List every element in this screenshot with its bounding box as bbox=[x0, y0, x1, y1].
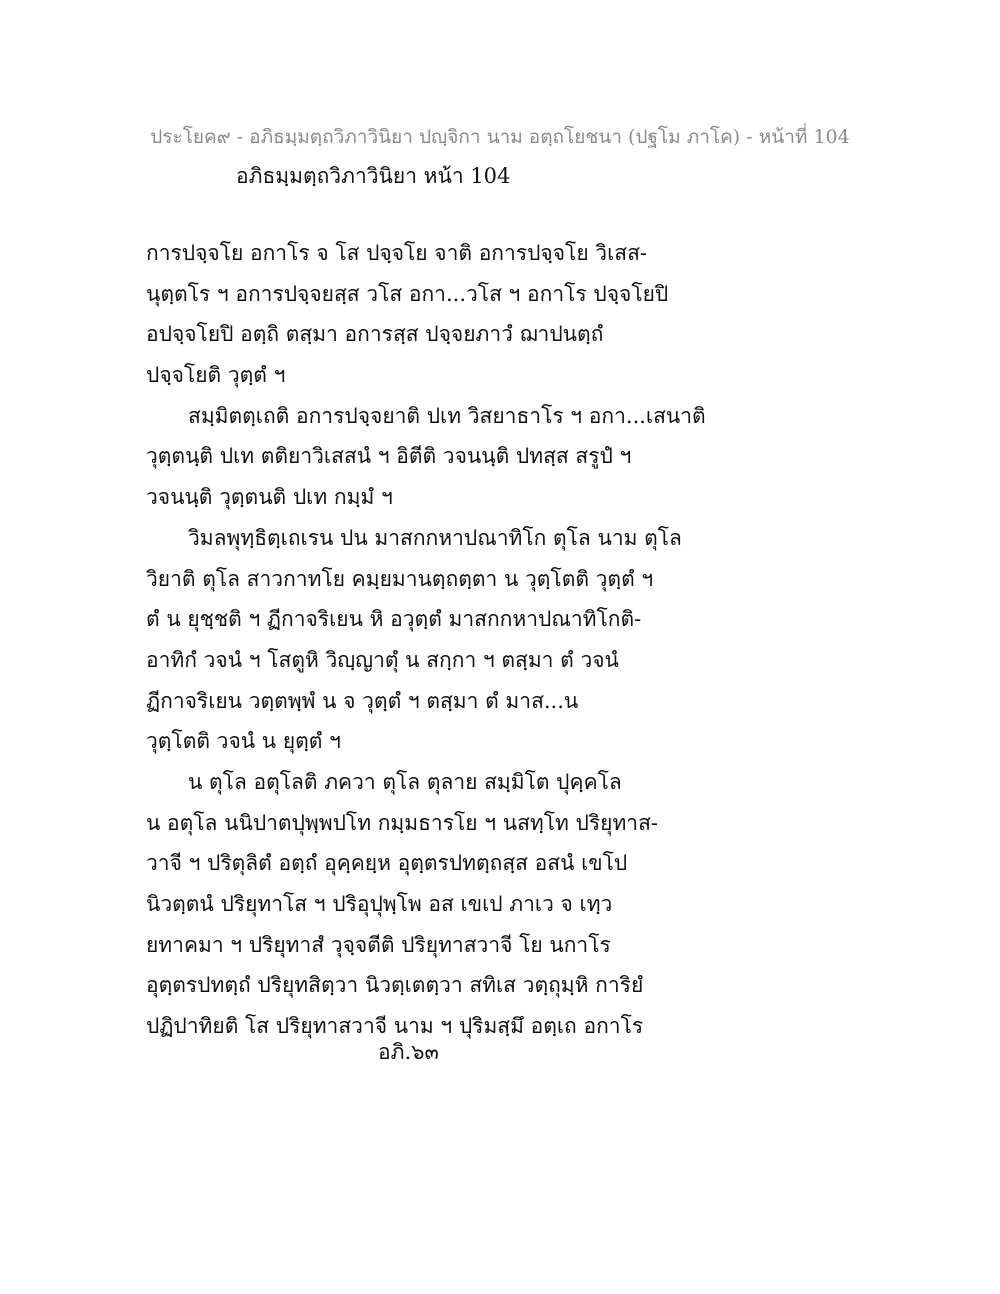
text-line: ฏีกาจริเยน วตฺตพฺพํ น จ วุตฺตํ ฯ ตสฺมา ตํ มาส...น bbox=[146, 688, 579, 713]
paragraph-first-line: สมฺมิตตฺเถติ อการปจฺจยาติ ปเท วิสยาธาโร ฯ อกา...เสนาติ bbox=[188, 403, 706, 428]
text-line: วิยาติ ตุโล สาวกาทโย คมฺยมานตฺถตฺตา น วุตฺโตติ วุตฺตํ ฯ bbox=[146, 566, 654, 591]
paragraph-first-line: วิมลพุทฺธิตฺเถเรน ปน มาสกกหาปณาทิโก ตุโล นาม ตุโล bbox=[188, 525, 682, 550]
paragraph-first-line: น ตุโล อตุโลติ ภควา ตุโล ตุลาย สมฺมิโต ปุคฺคโล bbox=[188, 769, 622, 794]
text-line: วาจี ฯ ปริตุลิตํ อตฺถํ อุคฺคยฺห อุตฺตรปทตฺถสฺส อสนํ เขโป bbox=[146, 851, 628, 876]
page-signature: อภิ.๖๓ bbox=[378, 1040, 439, 1064]
text-line: อาทิกํ วจนํ ฯ โสตูหิ วิญฺญาตุํ น สกฺกา ฯ ตสฺมา ตํ วจนํ bbox=[146, 647, 619, 672]
text-line: ปฏิปาทิยติ โส ปริยุทาสวาจี นาม ฯ ปุริมสฺมึ อตฺเถ อกาโร bbox=[146, 1014, 644, 1039]
text-line: อปจฺจโยปิ อตฺถิ ตสฺมา อการสฺส ปจฺจยภาวํ ฌาปนตฺถํ bbox=[146, 322, 604, 347]
text-line: นุตฺตโร ฯ อการปจฺจยสฺส วโส อกา...วโส ฯ อกาโร ปจฺจโยปิ bbox=[146, 281, 669, 306]
text-line: ตํ น ยุชฺชติ ฯ ฏีกาจริเยน หิ อวุตฺตํ มาสกกหาปณาทิโกติ- bbox=[146, 607, 642, 632]
page-title: อภิธมฺมตฺถวิภาวินิยา หน้า 104 bbox=[236, 164, 511, 188]
text-line: วุตฺโตติ วจนํ น ยุตฺตํ ฯ bbox=[146, 729, 341, 754]
text-line: วจนนฺติ วุตฺตนติ ปเท กมฺมํ ฯ bbox=[146, 485, 393, 510]
text-line: ปจฺจโยติ วุตฺตํ ฯ bbox=[146, 363, 286, 388]
text-line: อุตฺตรปทตฺถํ ปริยุทสิตฺวา นิวตฺเตตฺวา สทิเส วตฺถุมฺหิ การิยํ bbox=[146, 973, 644, 998]
body-text bbox=[146, 233, 846, 1047]
text-line: นิวตฺตนํ ปริยุทาโส ฯ ปริอุปุพฺโพ อส เขเป ภาเว จ เทฺว bbox=[146, 892, 613, 916]
text-line: ยทาคมา ฯ ปริยุทาสํ วุจฺจตีติ ปริยุทาสวาจี โย นกาโร bbox=[146, 932, 611, 957]
text-line: น อตุโล นนิปาตปุพฺพปโท กมฺมธารโย ฯ นสทฺโท ปริยุทาส- bbox=[146, 810, 659, 835]
running-header: ประโยค๙ - อภิธมฺมตฺถวิภาวินิยา ปญฺจิกา นาม อตฺถโยชนา (ปฐโม ภาโค) - หน้าที่ 104 bbox=[150, 126, 850, 148]
text-line: การปจฺจโย อกาโร จ โส ปจฺจโย จาติ อการปจฺจโย วิเสส- bbox=[146, 241, 647, 265]
text-line: วุตฺตนฺติ ปเท ตติยาวิเสสนํ ฯ อิตีติ วจนนฺติ ปทสฺส สรูปํ ฯ bbox=[146, 444, 632, 469]
